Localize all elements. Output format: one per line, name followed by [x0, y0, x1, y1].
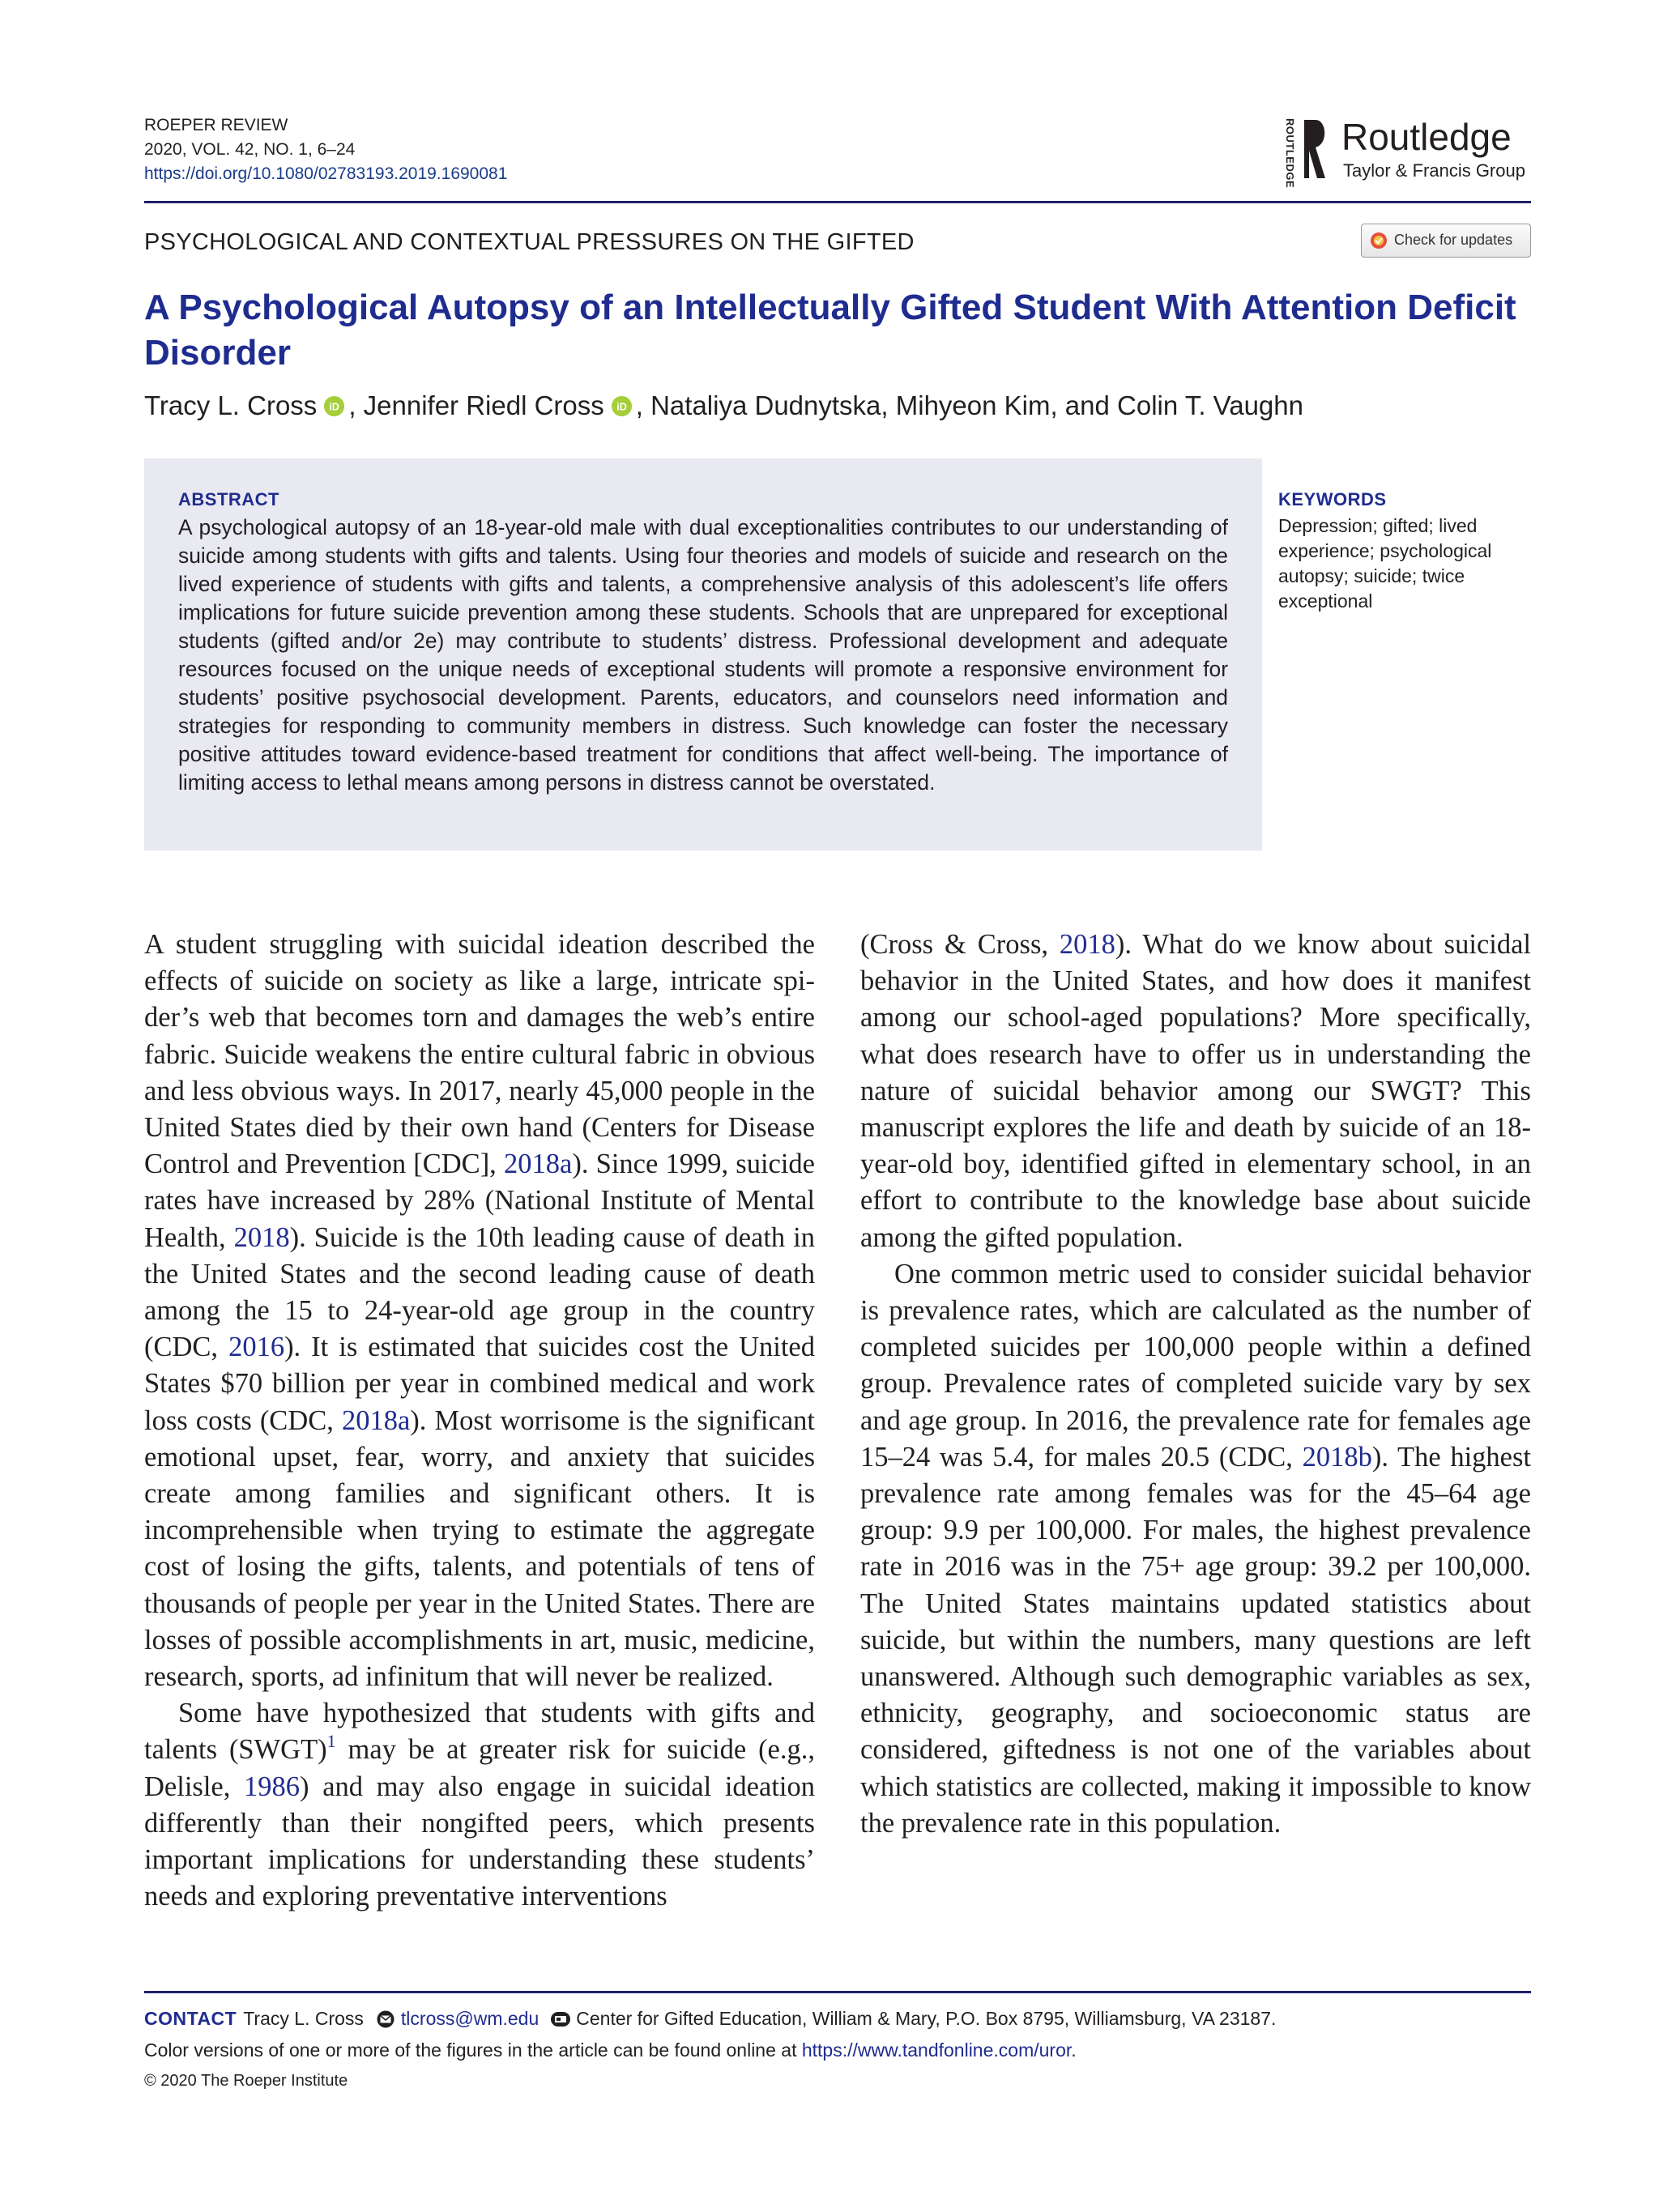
paragraph-1: A student struggling with suicidal ideation described the effects of suicide on society as like a large, intricate spider’s web that becomes torn and damages the web’s entire fabric. Suicide weakens the entire cultural fabric in obvious and less obvious ways. In 2017, nearly 45,000 people in the United States died by their own hand (Centers for Disease Control and Prevention [CDC], 2018a). Since 1999, suicide rates have increased by 28% (National Institute of Mental Health, 2018). Suicide is the 10th leading cause of death in the United States and the second leading cause of death among the 15 to 24-year-old age group in the country (CDC, 2016). It is estimated that suicides cost the United States $70 billion per year in combined medical and work loss costs (CDC, 2018a). Most worrisome is the significant emotional upset, fear, worry, and anxiety that suicides create among families and significant others. It is incomprehensible when trying to estimate the aggregate cost of losing the gifts, talents, and potentials of tens of thousands of people per year in the United States. There are losses of possible accomplishments in art, music, medicine, research, sports, ad infinitum that will never be realized. [144, 929, 815, 1693]
check-updates-label: Check for updates [1394, 232, 1513, 248]
contact-label: CONTACT [144, 2008, 237, 2029]
address-icon [550, 2010, 571, 2028]
body-column-left [144, 927, 815, 1915]
author-1: Tracy L. Cross [144, 390, 318, 420]
abstract-heading: ABSTRACT [178, 489, 279, 509]
keywords-heading: KEYWORDS [1278, 489, 1387, 509]
doi-link[interactable]: https://doi.org/10.1080/02783193.2019.1690081 [144, 164, 508, 183]
email-icon [375, 2010, 396, 2028]
abstract-text: A psychological autopsy of an 18-year-old male with dual exceptionalities contributes to our understanding of suicide among students with gifts and talents. Using four theories and models of suicide and research on the lived experience of students with gifts and talents, a comprehensive analysis of this adolescent’s life offers implications for future suicide prevention among these students. Schools that are unprepared for exceptional students (gifted and/or 2e) may contribute to students’ distress. Professional development and adequate resources focused on the unique needs of exceptional students will promote a responsive environment for students’ positive psychosocial development. Parents, educators, and counselors need information and strategies for responding to community members in distress. Such knowledge can foster the necessary positive attitudes toward evidence-based treatment for conditions that affect well-being. The importance of limiting access to lethal means among persons in distress cannot be overstated. [178, 515, 1228, 795]
citation-link[interactable]: 2018 [233, 1221, 290, 1253]
journal-name: ROEPER REVIEW [144, 116, 288, 134]
section-label: PSYCHOLOGICAL AND CONTEXTUAL PRESSURES ON THE GIFTED [144, 229, 915, 255]
citation-link[interactable]: 2018b [1302, 1441, 1372, 1473]
citation-link[interactable]: 2018 [1059, 929, 1115, 960]
paragraph-2: Some have hypothesized that students with gifts and talents (SWGT)$^1$ may be at greater risk for suicide (e.g., Delisle, 1986) and may also engage in suicidal ideation differently than their nongifted peers, which presents important implications for understanding these students’ needs and exploring preventative interventions [144, 1698, 815, 1912]
author-list [144, 390, 1303, 421]
abstract-box [144, 458, 1262, 850]
keywords-text: Depression; gifted; lived experience; psychological autopsy; suicide; twice exceptional [1278, 515, 1492, 612]
citation-link[interactable]: 2016 [228, 1332, 285, 1363]
journal-volume: 2020, VOL. 42, NO. 1, 6–24 [144, 140, 356, 159]
journal-meta [144, 113, 507, 186]
copyright: © 2020 The Roeper Institute [144, 2072, 348, 2090]
check-updates-icon [1370, 232, 1388, 249]
article-title: A Psychological Autopsy of an Intellectually Gifted Student With Attention Deficit Disorder [144, 288, 1516, 373]
footnote-link[interactable]: 1 [326, 1731, 336, 1752]
orcid-icon[interactable] [323, 395, 345, 417]
citation-link[interactable]: 1986 [244, 1771, 301, 1802]
publisher-name: Routledge [1341, 116, 1512, 158]
author-2: , Jennifer Riedl Cross [348, 390, 604, 420]
contact-address: Center for Gifted Education, William & Mary, P.O. Box 8795, Williamsburg, VA 23187. [576, 2008, 1277, 2029]
svg-text:iD: iD [329, 401, 340, 413]
header-rule [144, 201, 1531, 203]
other-authors: , Nataliya Dudnytska, Mihyeon Kim, and Colin T. Vaughn [635, 390, 1303, 420]
body-column-right [860, 927, 1531, 1842]
tandf-link[interactable]: https://www.tandfonline.com/uror [801, 2039, 1072, 2061]
paragraph-4: One common metric used to consider suicidal behavior is prevalence rates, which are calculated as the number of completed suicides per 100,000 people within a defined group. Prevalence rates of completed suicide vary by sex and age group. In 2016, the prevalence rate for females age 15–24 was 5.4, for males 20.5 (CDC, 2018b). The highest prevalence rate among females was for the 45–64 age group: 9.9 per 100,000. For males, the highest prevalence rate in 2016 was in the 75+ age group: 39.2 per 100,000. The United States maintains updated statistics about suicide, but within the numbers, many questions are left unanswered. Although such demographic variables as sex, ethnicity, geography, and socioeconomic status are considered, giftedness is not one of the variables about which statistics are collected, making it impossible to know the prevalence rate in this population. [860, 1258, 1532, 1839]
routledge-logo [1280, 113, 1539, 194]
publisher-group: Taylor & Francis Group [1343, 160, 1525, 181]
citation-link[interactable]: 2018a [341, 1404, 411, 1436]
check-for-updates-button[interactable] [1361, 224, 1531, 258]
orcid-icon[interactable] [611, 395, 633, 417]
svg-text:iD: iD [616, 401, 627, 413]
logo-vertical-text: ROUTLEDGE [1284, 118, 1296, 189]
contact-email[interactable]: tlcross@wm.edu [400, 2008, 539, 2029]
routledge-r-icon [1301, 117, 1330, 181]
contact-name: Tracy L. Cross [243, 2008, 364, 2029]
color-note: Color versions of one or more of the figures in the article can be found online at https://www.tandfonline.com/uror. [144, 2039, 1077, 2061]
footer-rule [144, 1991, 1531, 1993]
paragraph-3: (Cross & Cross, 2018). What do we know about suicidal behavior in the United States, and how does it manifest among our school-aged populations? More specifically, what does research have to offer us in understanding the nature of suicidal behavior among our SWGT? This manuscript explores the life and death by suicide of an 18-year-old boy, identified gifted in elementary school, in an effort to contribute to the knowledge base about suicide among the gifted population. [860, 929, 1531, 1253]
contact-line [144, 2008, 1276, 2030]
citation-link[interactable]: 2018a [504, 1149, 573, 1180]
